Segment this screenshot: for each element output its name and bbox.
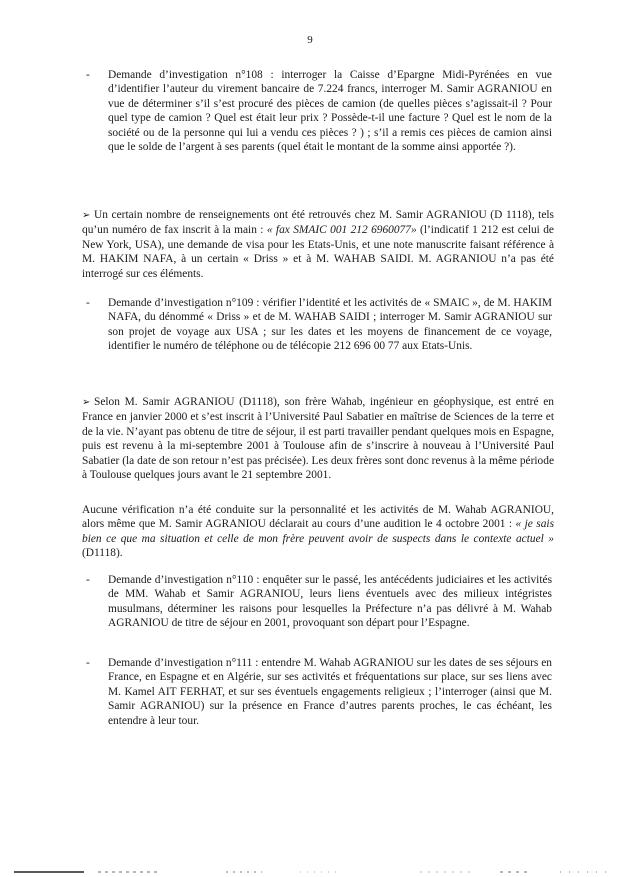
dash-marker: -: [86, 574, 90, 586]
paragraph-renseignements: [82, 208, 554, 281]
investigation-111-text: Demande d’investigation n°111 : entendre M. Wahab AGRANIOU sur les dates de ses séjours en France, en Espagne et en Algérie, sur ses activités et fréquentations sur place, sur ses liens avec M. Kamel AIT FERHAT, et sur ses éventuels engagements religieux ; l’interroger (ainsi que M. Samir AGRANIOU) sur la présence en France d’autres parents proches, le cas échéant, les entendre à leur tour.: [108, 657, 552, 727]
aucune-text-after: (D1118).: [82, 547, 123, 560]
investigation-108: [86, 68, 552, 154]
investigation-111: [86, 656, 552, 728]
page-number: 9: [307, 34, 313, 46]
paragraph-selon: [82, 395, 554, 482]
dash-marker: -: [86, 69, 90, 81]
investigation-110: [86, 573, 552, 631]
renseignements-fax-quote: « fax SMAIC 001 212 6960077»: [266, 224, 417, 237]
aucune-text-before: Aucune vérification n’a été conduite sur la personnalité et les activités de M. Wahab AGRANIOU, alors même que M. Samir AGRANIOU déclarait au cours d’une audition le 4 octobre 2001 :: [82, 504, 554, 531]
scan-artifact-line: [0, 867, 620, 877]
arrow-bullet-icon: ➢: [82, 210, 91, 221]
investigation-108-text: Demande d’investigation n°108 : interroger la Caisse d’Epargne Midi-Pyrénées en vue d’identifier l’auteur du virement bancaire de 7.224 francs, interroger M. Samir AGRANIOU en vue de déterminer s’il s’est procuré des pièces de camion (de quelles pièces s’agissait-il ? Pour quel type de camion ? Quel est était leur prix ? Possède-t-il une facture ? Quel est le nom de la société ou de la personne qui lui a vendu ces pièces ? ) ; s’il a remis ces pièces de camion ainsi que le solde de l’argent à ses parents (quel était le montant de la somme ainsi apportée ?).: [108, 69, 552, 154]
selon-text: Selon M. Samir AGRANIOU (D1118), son frère Wahab, ingénieur en géophysique, est entré en France en janvier 2000 et s’est inscrit à l’Université Paul Sabatier en maîtrise de Sciences de la terre et de la vie. N’ayant pas obtenu de titre de séjour, il est parti travailler pendant quelques mois en Espagne, puis est revenu à la mi-septembre 2001 à Toulouse afin de s’inscrire à nouveau à l’Université Paul Sabatier (la date de son retour n’est pas précisée). Les deux frères sont donc revenus à la même période à Toulouse quelques jours avant le 21 septembre 2001.: [82, 396, 554, 482]
arrow-bullet-icon: ➢: [82, 397, 91, 408]
dash-marker: -: [86, 297, 90, 309]
investigation-110-text: Demande d’investigation n°110 : enquêter sur le passé, les antécédents judiciaires et les activités de MM. Wahab et Samir AGRANIOU, leurs liens éventuels avec des milieux intégristes musulmans, déterminer les raisons pour lesquelles la Préfecture n’a pas délivré à M. Wahab AGRANIOU de titre de séjour en 2001, provoquant son départ pour l’Espagne.: [108, 574, 552, 630]
renseignements-text-before: Un certain nombre de renseignements ont été retrouvés chez M. Samir AGRANIOU (D 1118), tels qu’un numéro de fax inscrit à la main :: [82, 209, 554, 237]
investigation-109: [86, 296, 552, 354]
renseignements-text-after: (l’indicatif 1 212 est celui de New York, USA), une demande de visa pour les Etats-Unis, et une note manuscrite faisant référence à M. HAKIM NAFA, à un certain « Driss » et à M. WAHAB SAIDI. M. AGRANIOU n’a pas été interrogé sur ces éléments.: [82, 224, 554, 280]
investigation-109-text: Demande d’investigation n°109 : vérifier l’identité et les activités de « SMAIC », de M. HAKIM NAFA, du dénommé « Driss » et de M. WAHAB SAIDI ; interroger M. Samir AGRANIOU sur son projet de voyage aux USA ; sur les dates et les moyens de financement de ce voyage, identifier le numéro de téléphone ou de télécopie 212 696 00 77 aux Etats-Unis.: [108, 297, 552, 353]
aucune-quote: « je sais bien ce que ma situation et celle de mon frère peuvent avoir de suspects dans le contexte actuel »: [82, 518, 554, 545]
paragraph-aucune: [82, 503, 554, 561]
dash-marker: -: [86, 657, 90, 669]
